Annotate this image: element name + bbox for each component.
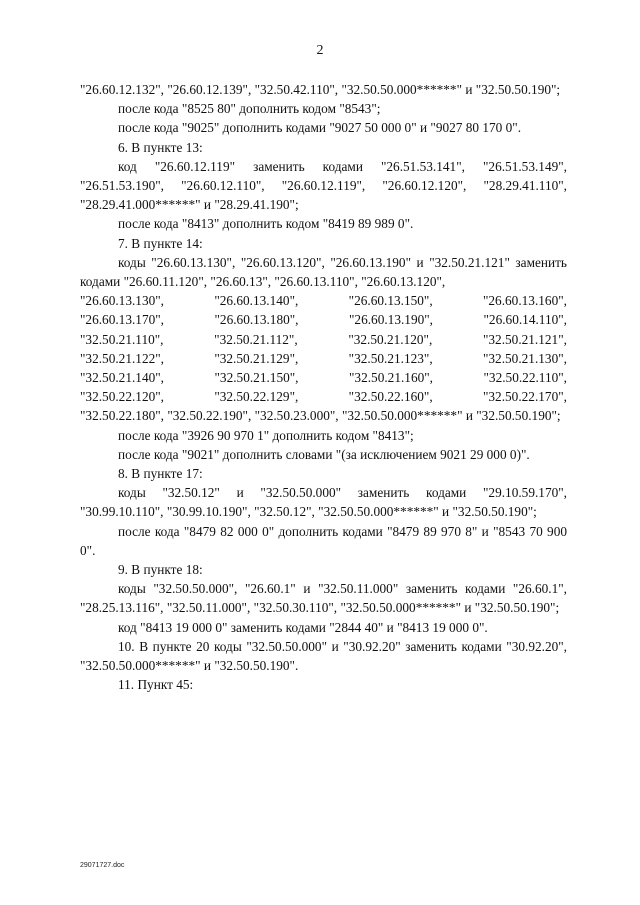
code-cell: "32.50.21.112",	[214, 331, 298, 347]
paragraph: после кода "9021" дополнить словами "(за исключением 9021 29 000 0)".	[118, 446, 530, 462]
code-cell: "26.60.13.170",	[80, 312, 164, 328]
code-row	[80, 330, 567, 349]
section-heading: 8. В пункте 17:	[118, 465, 203, 481]
paragraph: после кода "9025" дополнить кодами "9027 50 000 0" и "9027 80 170 0".	[118, 120, 522, 136]
code-cell: "26.60.13.160",	[482, 293, 567, 309]
section-heading: 6. В пункте 13:	[118, 139, 203, 155]
code-cell: "26.60.14.110",	[483, 312, 567, 328]
file-name-footer: 29071727.doc	[80, 862, 125, 869]
section-heading: 7. В пункте 14:	[118, 235, 203, 251]
code-cell: "32.50.22.110",	[483, 369, 567, 385]
section-heading: 9. В пункте 18:	[118, 561, 203, 577]
code-cell: "32.50.21.160",	[349, 369, 433, 385]
paragraph: после кода "8479 82 000 0" дополнить кодами "8479 89 970 8" и "8543 70 900 0".	[80, 523, 567, 558]
code-cell: "32.50.22.160",	[348, 389, 433, 405]
paragraph: "32.50.22.180", "32.50.22.190", "32.50.23.000", "32.50.50.000******" и "32.50.50.190";	[80, 408, 561, 424]
code-cell: "32.50.21.130",	[482, 350, 567, 366]
code-cell: "26.60.13.130",	[80, 293, 164, 309]
paragraph: код "8413 19 000 0" заменить кодами "2844 40" и "8413 19 000 0".	[118, 619, 488, 635]
code-table	[80, 291, 567, 406]
code-row	[80, 349, 567, 368]
code-row	[80, 387, 567, 406]
code-cell: "32.50.21.150",	[214, 369, 299, 385]
code-row	[80, 310, 567, 329]
code-cell: "32.50.21.129",	[214, 350, 299, 366]
paragraph: после кода "8525 80" дополнить кодом "8543";	[118, 101, 381, 117]
paragraph: 10. В пункте 20 коды "32.50.50.000" и "30.92.20" заменить кодами "30.92.20", "32.50.50.000******" и "32.50.50.190".	[80, 638, 567, 673]
code-cell: "26.60.13.150",	[348, 293, 433, 309]
code-cell: "32.50.21.110",	[80, 331, 164, 347]
code-cell: "32.50.22.129",	[214, 389, 299, 405]
paragraph: код "26.60.12.119" заменить кодами "26.51.53.141", "26.51.53.149", "26.51.53.190", "26.60.12.110", "26.60.12.119", "26.60.12.120", "28.29.41.110", "28.29.41.000******" и "28.29.41.190";	[80, 158, 567, 213]
code-cell: "26.60.13.190",	[349, 312, 433, 328]
code-cell: "26.60.13.140",	[214, 293, 299, 309]
code-cell: "32.50.21.121",	[482, 331, 567, 347]
paragraph: после кода "3926 90 970 1" дополнить кодом "8413";	[118, 427, 414, 443]
paragraph: "26.60.12.132", "26.60.12.139", "32.50.42.110", "32.50.50.000******" и "32.50.50.190";	[80, 82, 561, 97]
code-cell: "32.50.21.140",	[80, 369, 164, 385]
code-cell: "32.50.21.123",	[348, 350, 433, 366]
document-body	[80, 80, 567, 694]
paragraph: коды "26.60.13.130", "26.60.13.120", "26.60.13.190" и "32.50.21.121" заменить кодами "26.60.11.120", "26.60.13", "26.60.13.110", "26.60.13.120",	[80, 254, 567, 290]
code-row	[80, 368, 567, 387]
page-number: 2	[316, 43, 324, 58]
paragraph: после кода "8413" дополнить кодом "8419 89 989 0".	[118, 216, 414, 232]
paragraph: коды "32.50.12" и "32.50.50.000" заменить кодами "29.10.59.170", "30.99.10.110", "30.99.10.190", "32.50.12", "32.50.50.000******" и "32.50.50.190";	[80, 485, 567, 520]
code-cell: "32.50.21.122",	[80, 350, 164, 366]
code-cell: "32.50.22.170",	[482, 389, 567, 405]
code-cell: "32.50.21.120",	[348, 331, 433, 347]
code-cell: "26.60.13.180",	[214, 312, 299, 328]
code-row	[80, 291, 567, 310]
code-cell: "32.50.22.120",	[80, 389, 164, 405]
section-heading: 11. Пункт 45:	[118, 677, 194, 693]
paragraph: коды "32.50.50.000", "26.60.1" и "32.50.11.000" заменить кодами "26.60.1", "28.25.13.116", "32.50.11.000", "32.50.30.110", "32.50.50.000******" и "32.50.50.190";	[80, 581, 567, 616]
